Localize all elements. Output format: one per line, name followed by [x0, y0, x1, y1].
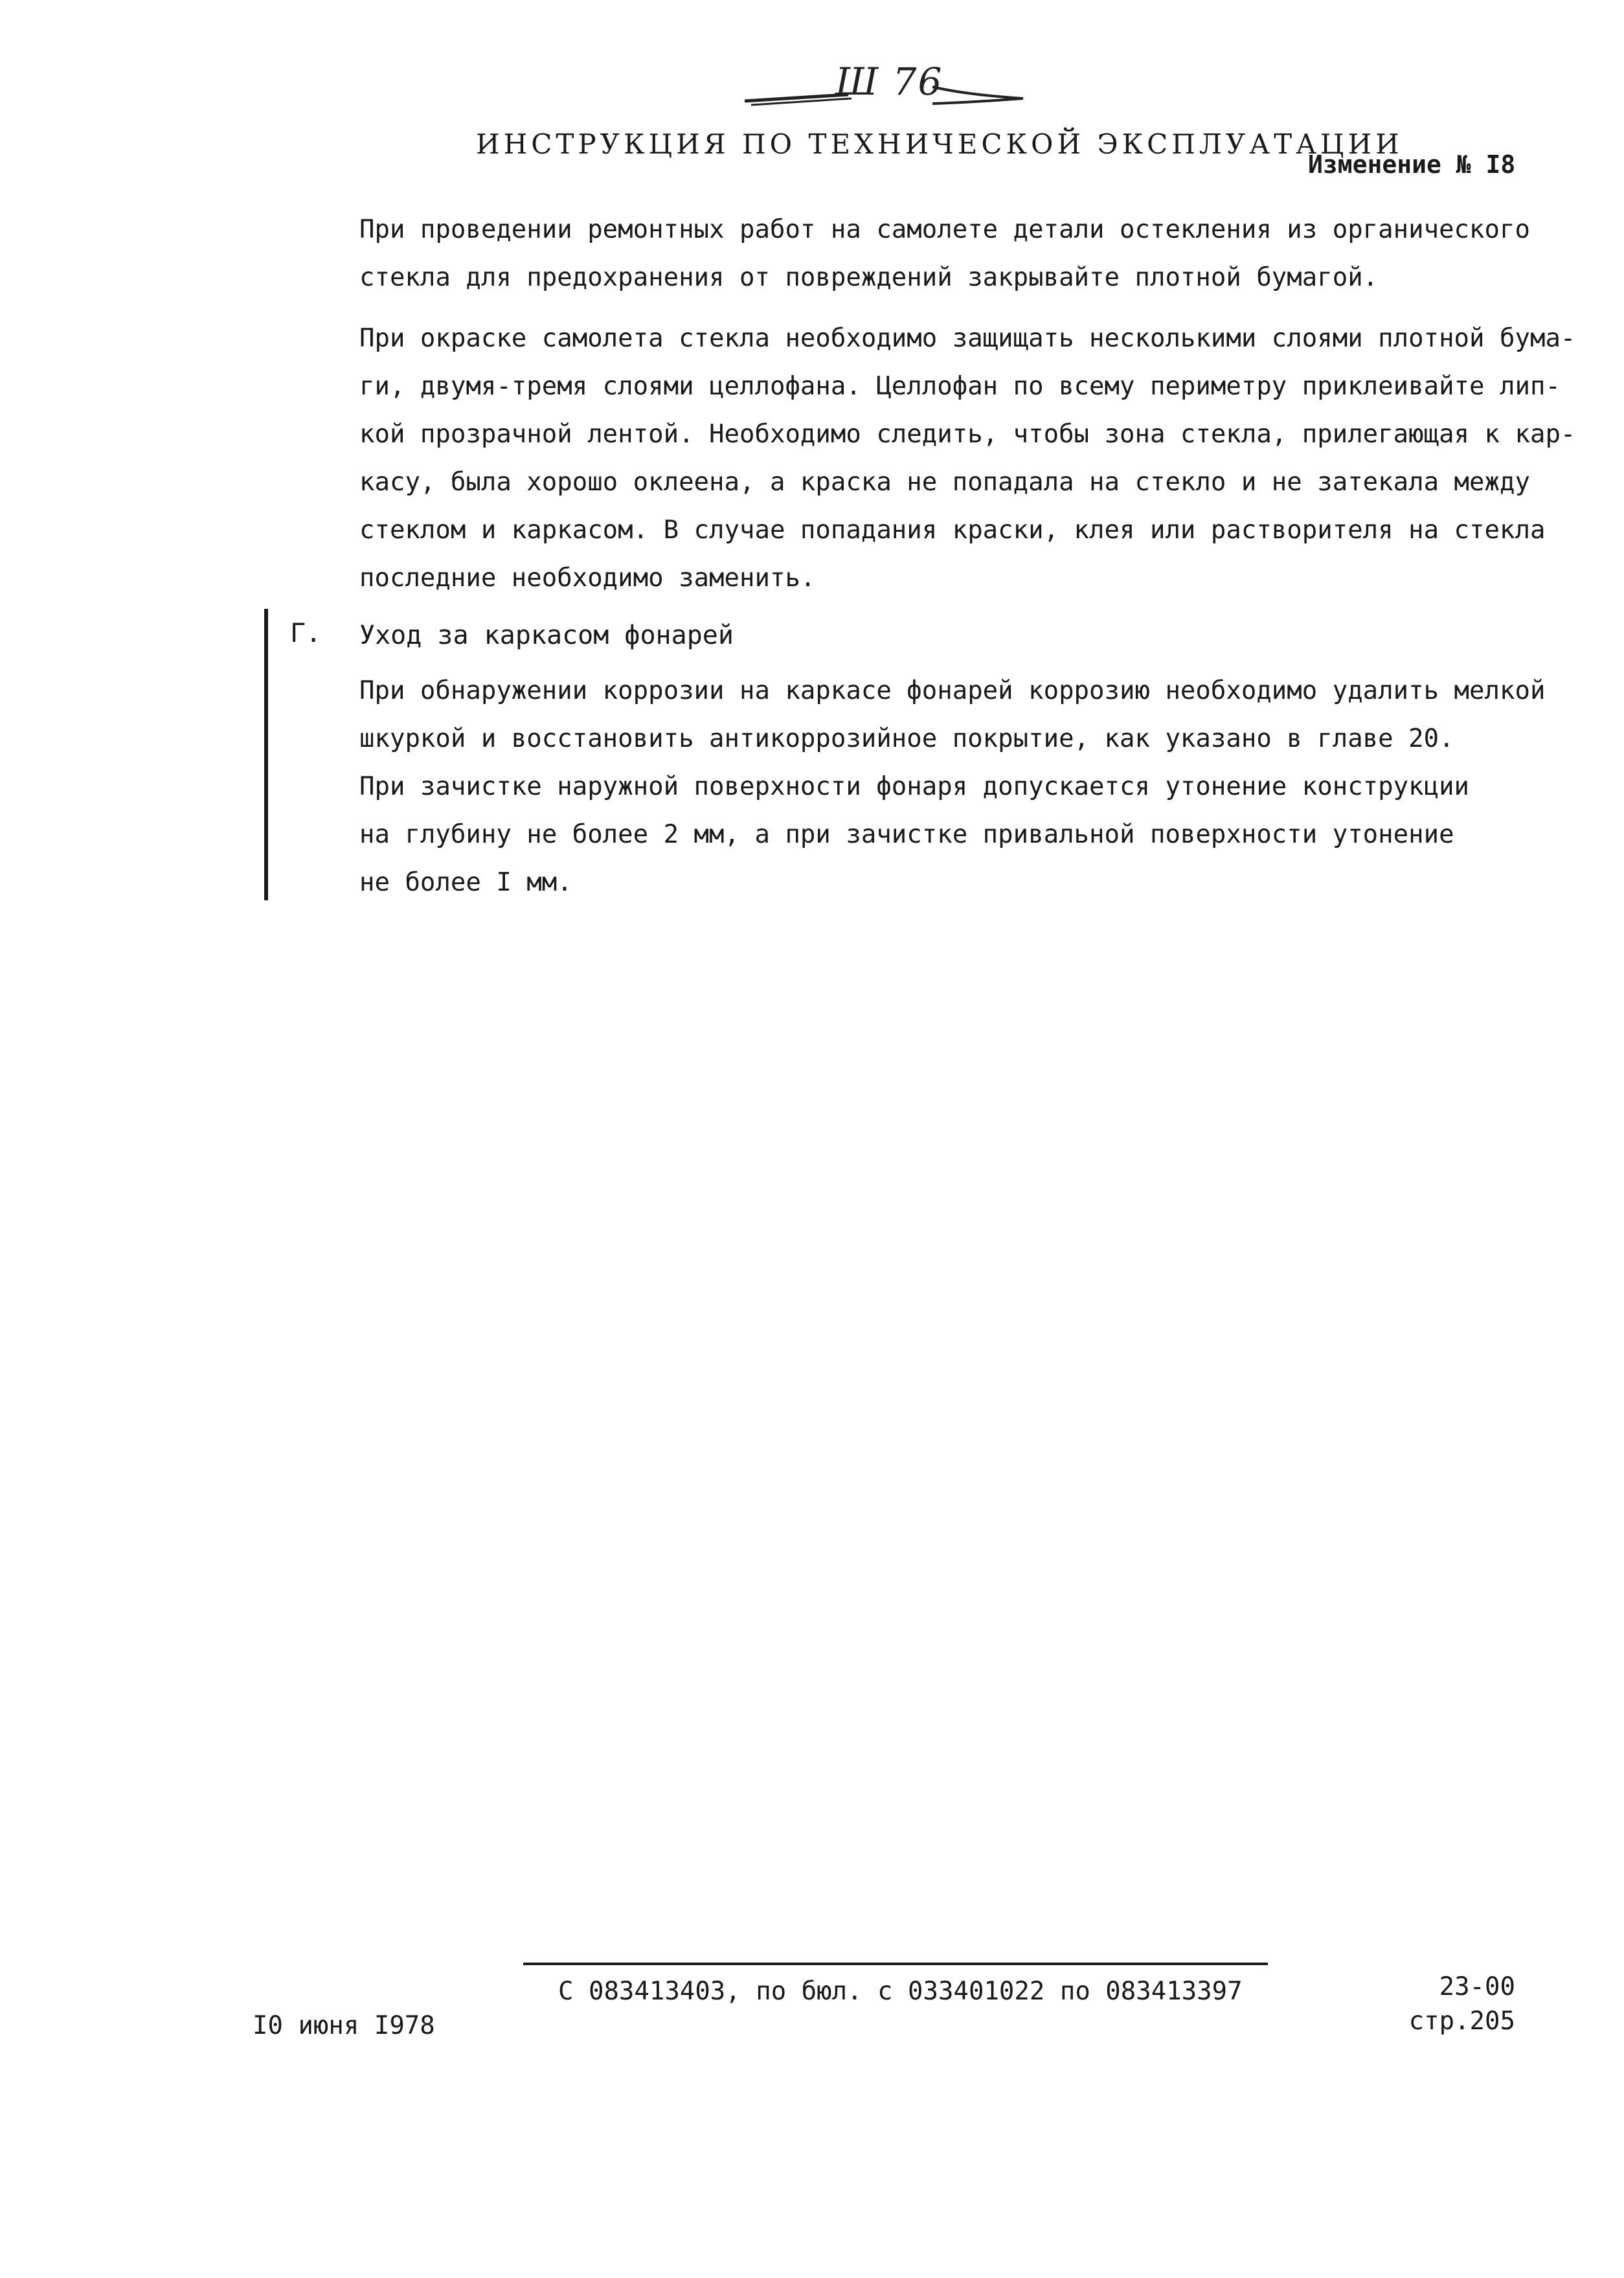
text-line: не более I мм.: [359, 868, 572, 897]
footer-page-number: стр.205: [1408, 2007, 1515, 2036]
text-line: шкуркой и восстановить антикоррозийное покрытие, как указано в главе 20.: [359, 724, 1454, 753]
footer-serial-range: С 083413403, по бюл. с 033401022 по 083413397: [558, 1977, 1243, 2006]
text-line: кой прозрачной лентой. Необходимо следить, чтобы зона стекла, прилегающая к кар-: [359, 420, 1576, 449]
handwritten-mark: Ш 76: [835, 60, 943, 104]
change-number: Изменение № I8: [1308, 150, 1516, 179]
document-title: ИНСТРУКЦИЯ ПО ТЕХНИЧЕСКОЙ ЭКСПЛУАТАЦИИ: [476, 128, 1403, 160]
section-title: Уход за каркасом фонарей: [359, 621, 734, 650]
paragraph-protection: [359, 206, 1530, 302]
footer-chapter: 23-00: [1439, 1972, 1515, 2001]
footer-date: I0 июня I978: [253, 2011, 435, 2040]
text-line: стекла для предохранения от повреждений закрывайте плотной бумагой.: [359, 263, 1379, 292]
text-line: При обнаружении коррозии на каркасе фонарей коррозию необходимо удалить мелкой: [359, 676, 1546, 705]
text-line: стеклом и каркасом. В случае попадания краски, клея или растворителя на стекла: [359, 516, 1546, 545]
text-line: последние необходимо заменить.: [359, 564, 816, 593]
section-marker: Г.: [290, 619, 322, 648]
footer-divider: [523, 1963, 1268, 1965]
text-line: на глубину не более 2 мм, а при зачистке привальной поверхности утонение: [359, 820, 1454, 849]
paragraph-painting: [359, 315, 1576, 602]
text-line: При проведении ремонтных работ на самолете детали остекления из органического: [359, 215, 1530, 244]
change-bar: [264, 609, 268, 900]
text-line: касу, была хорошо оклеена, а краска не попадала на стекло и не затекала между: [359, 468, 1530, 497]
text-line: При зачистке наружной поверхности фонаря допускается утонение конструкции: [359, 772, 1470, 801]
text-line: ги, двумя-тремя слоями целлофана. Целлофан по всему периметру приклеивайте лип-: [359, 372, 1561, 401]
section-body: [359, 667, 1546, 907]
text-line: При окраске самолета стекла необходимо защищать несколькими слоями плотной бума-: [359, 324, 1576, 353]
